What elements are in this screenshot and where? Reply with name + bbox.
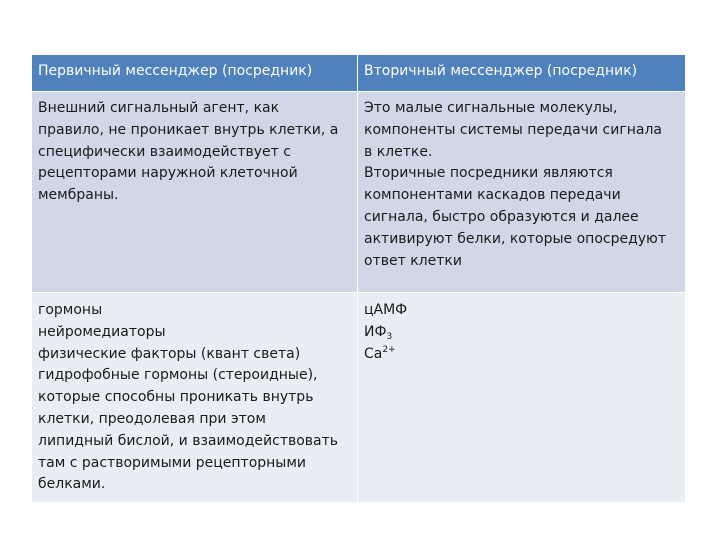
calcium-base: Ca xyxy=(364,345,383,362)
ip3-base: ИФ xyxy=(364,323,387,340)
primary-examples-cell xyxy=(32,293,358,503)
text-line: мембраны. xyxy=(38,187,119,204)
header-secondary-messenger: Вторичный мессенджер (посредник) xyxy=(358,55,686,92)
secondary-definition-cell xyxy=(358,92,686,293)
text-line: там с растворимыми рецепторными xyxy=(38,454,307,471)
table-row xyxy=(32,293,686,503)
text-line: Внешний сигнальный агент, как xyxy=(38,100,280,116)
text-line: компоненты системы передачи сигнала xyxy=(364,121,662,138)
messenger-comparison-table xyxy=(31,54,686,503)
text-line: специфически взаимодействует с xyxy=(38,143,291,160)
text-line: гормоны xyxy=(38,302,103,318)
text-line: в клетке. xyxy=(364,143,433,160)
primary-definition-cell xyxy=(32,92,358,293)
text-line: активируют белки, которые опосредуют xyxy=(364,230,666,247)
text-line: нейромедиаторы xyxy=(38,323,166,340)
text-line: ответ клетки xyxy=(364,252,462,269)
ip3-subscript: 3 xyxy=(386,331,393,342)
calcium-superscript: 2+ xyxy=(382,344,396,355)
text-line: физические факторы (квант света) xyxy=(38,345,301,362)
table-header-row xyxy=(32,55,686,92)
text-line: Вторичные посредники являются xyxy=(364,165,613,182)
text-line: которые способны проникать внутрь xyxy=(38,389,314,406)
camp-label: цАМФ xyxy=(364,302,408,318)
table-row xyxy=(32,92,686,293)
header-primary-messenger: Первичный мессенджер (посредник) xyxy=(32,55,358,92)
text-line: белками. xyxy=(38,476,106,493)
calcium-label xyxy=(364,344,679,366)
text-line: клетки, преодолевая при этом xyxy=(38,410,266,427)
text-line: правило, не проникает внутрь клетки, а xyxy=(38,121,339,138)
ip3-label xyxy=(364,322,679,344)
text-line: рецепторами наружной клеточной xyxy=(38,165,298,182)
text-line: компонентами каскадов передачи xyxy=(364,187,621,204)
text-line: липидный бислой, и взаимодействовать xyxy=(38,432,339,449)
text-line: сигнала, быстро образуются и далее xyxy=(364,208,639,225)
secondary-examples-cell xyxy=(358,293,686,503)
text-line: гидрофобные гормоны (стероидные), xyxy=(38,367,318,384)
text-line: Это малые сигнальные молекулы, xyxy=(364,100,618,116)
